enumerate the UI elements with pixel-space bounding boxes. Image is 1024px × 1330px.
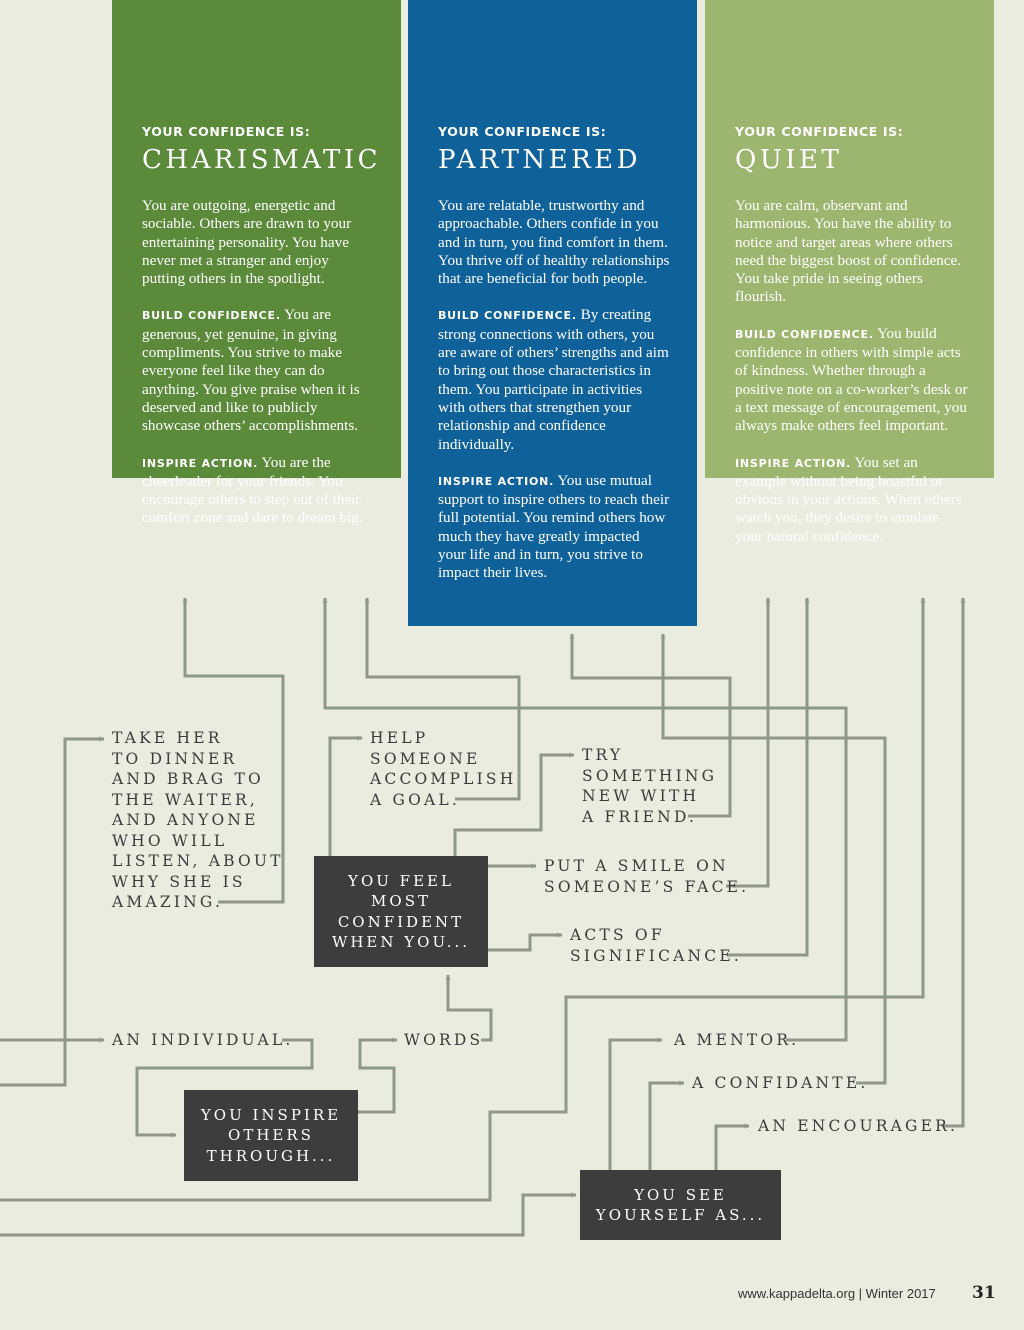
connector-encourager [943,598,963,1126]
build-lead: BUILD CONFIDENCE. [438,309,577,323]
option-words: WORDS [404,1031,484,1049]
option-encourager: AN ENCOURAGER. [758,1117,959,1135]
build-text: You are generous, yet genuine, in giving compliments. You strive to make everyone feel like they can do anything. You give praise when it is deserved and like to publicly showcase others’ accomplishments. [142,306,360,435]
inspire-lead: INSPIRE ACTION. [438,474,555,488]
build-text: You build confidence in others with simple acts of kindness. Whether through a positive note on a co-worker’s desk or a text message of encouragement, you always make others feel important. [735,324,968,435]
footer-url: www.kappadelta.org | Winter 2017 [738,1286,936,1301]
panel-title: CHARISMATIC [142,145,381,175]
panel-kicker: YOUR CONFIDENCE IS: [142,124,311,139]
inspire-others-box: YOU INSPIRE OTHERS THROUGH... [184,1090,358,1181]
panel-title: PARTNERED [438,145,641,175]
connector-see-confidante [650,1083,684,1170]
option-acts-of-significance: ACTS OF SIGNIFICANCE. [570,926,743,965]
panel-title: QUIET [735,145,843,175]
page-number: 31 [972,1283,996,1303]
option-try-something: TRY SOMETHING NEW WITH A FRIEND. [582,746,718,826]
option-take-her-to-dinner: TAKE HER TO DINNER AND BRAG TO THE WAITER, AND ANYONE WHO WILL LISTEN, ABOUT WHY SHE IS AMAZING. [112,729,284,911]
connector-see-mentor [610,1040,662,1170]
inspire-lead: INSPIRE ACTION. [142,456,259,470]
build-text: By creating strong connections with others, you are aware of others’ strengths and aim to bring out those characteristics in them. You participate in activities with others that strengthen your relationship and confidence individually. [438,306,669,453]
option-smile: PUT A SMILE ON SOMEONE’S FACE. [544,857,750,896]
panel-intro: You are relatable, trustworthy and approachable. Others confide in you and in turn, you find comfort in them. You thrive off of healthy relationships that are beneficial for both people. [438,197,670,288]
connector-entry-take-her [0,739,104,1085]
inspire-text: You set an example without being boastful or obvious in your actions. When others watch you, they desire to emulate your natural confidence. [735,453,962,545]
option-confidante: A CONFIDANTE. [692,1074,869,1092]
build-lead: BUILD CONFIDENCE. [735,327,874,341]
option-individual: AN INDIVIDUAL. [112,1031,294,1049]
connector-feel-acts [488,935,562,950]
build-lead: BUILD CONFIDENCE. [142,309,281,323]
connector-feel-help [330,738,362,856]
connector-see-encourager [716,1126,749,1170]
option-help-goal: HELP SOMEONE ACCOMPLISH A GOAL. [370,729,517,809]
see-yourself-box: YOU SEE YOURSELF AS... [580,1170,781,1240]
inspire-text: You use mutual support to inspire others to reach their full potential. You remind others how much they have greatly impacted your life and in turn, you strive to impact their lives. [438,471,670,582]
connector-inspire-words [358,1040,397,1112]
panel-kicker: YOUR CONFIDENCE IS: [438,124,607,139]
inspire-text: You are the cheerleader for your friends. You encourage others to step out of their comfort zone and dare to dream big. [142,453,363,527]
connector-smile [726,598,768,886]
option-mentor: A MENTOR. [674,1031,800,1049]
inspire-lead: INSPIRE ACTION. [735,456,852,470]
feel-confident-box: YOU FEEL MOST CONFIDENT WHEN YOU... [314,856,488,967]
panel-intro: You are calm, observant and harmonious. You have the ability to notice and target areas where others need the biggest boost of confidence. You take pride in seeing others flourish. [735,197,962,306]
panel-kicker: YOUR CONFIDENCE IS: [735,124,904,139]
panel-intro: You are outgoing, energetic and sociable. Others are drawn to your entertaining personality. You have never met a stranger and enjoy putting others in the spotlight. [142,197,352,288]
